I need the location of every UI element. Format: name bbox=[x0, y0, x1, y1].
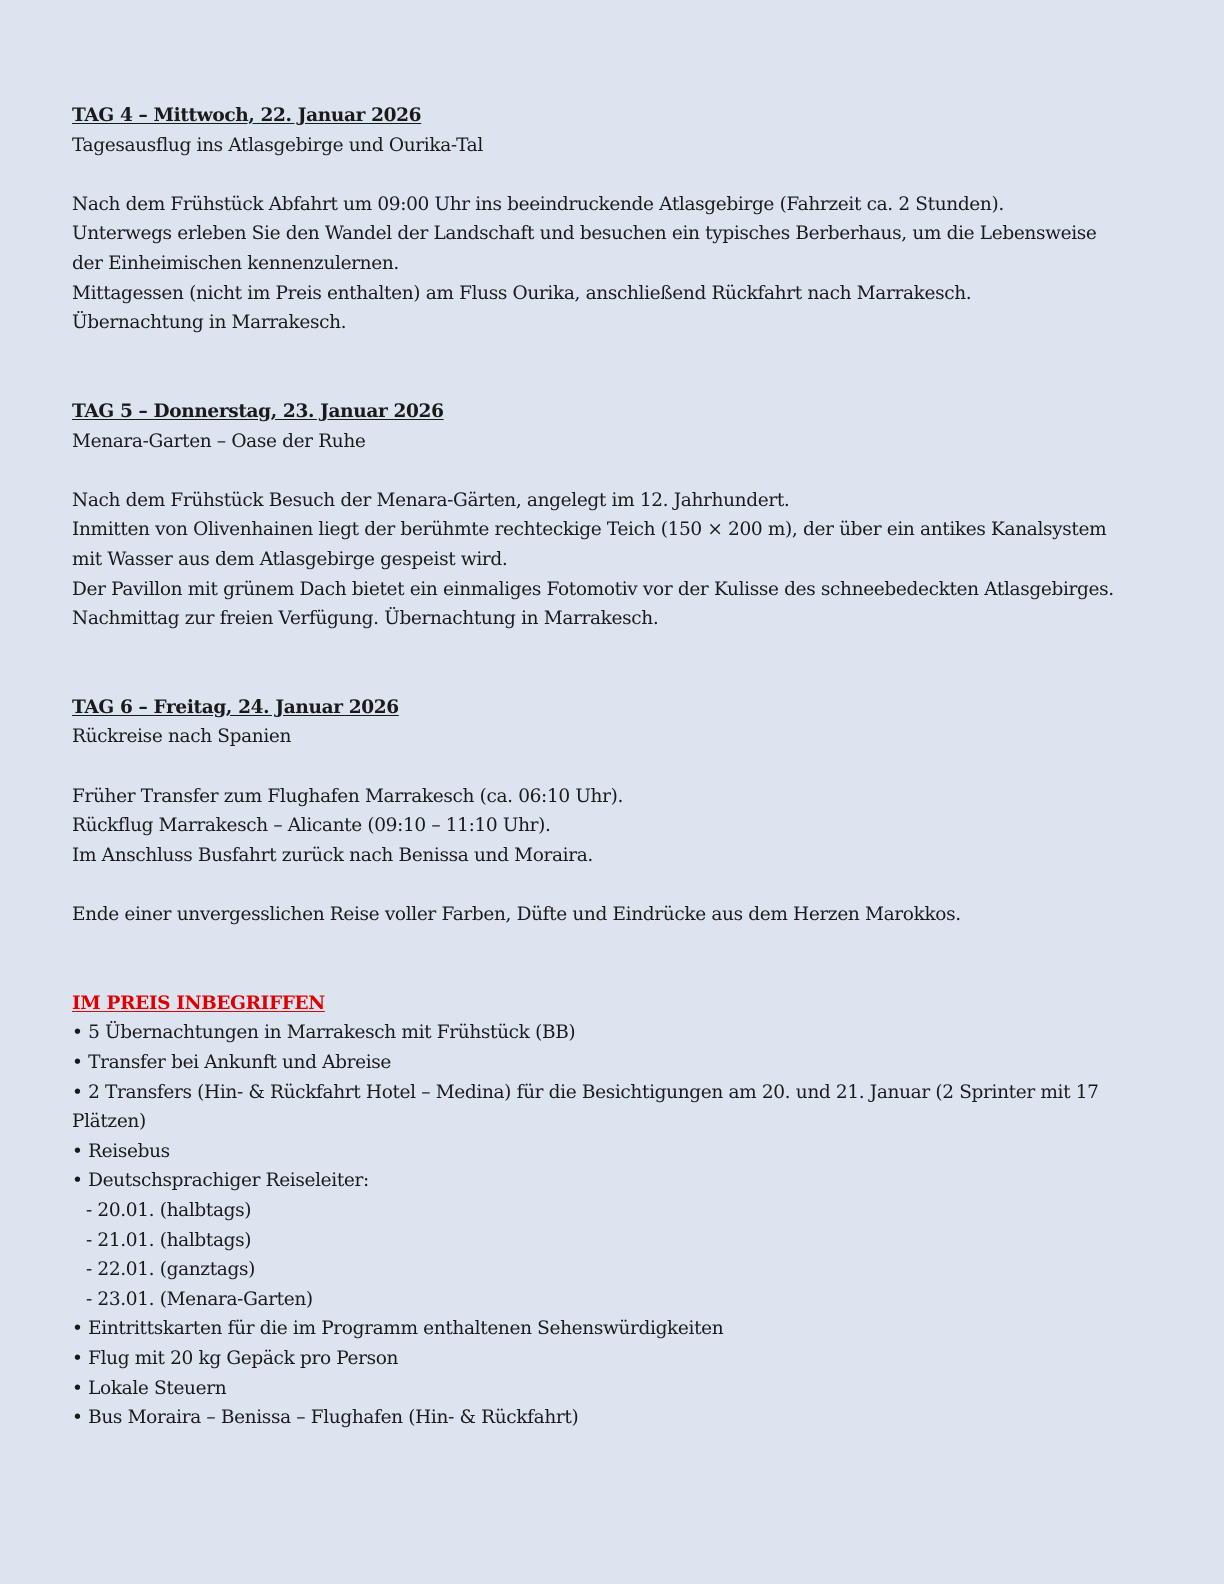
day6-closing: Ende einer unvergesslichen Reise voller Farben, Düfte und Eindrücke aus dem Herzen Marokkos. bbox=[72, 904, 961, 926]
included-item: • Flug mit 20 kg Gepäck pro Person bbox=[72, 1347, 399, 1369]
document-page bbox=[72, 101, 1152, 1433]
day4-line: Übernachtung in Marrakesch. bbox=[72, 312, 347, 334]
day4-subtitle: Tagesausflug ins Atlasgebirge und Ourika-Tal bbox=[72, 134, 483, 156]
day5-line: Der Pavillon mit grünem Dach bietet ein einmaliges Fotomotiv vor der Kulisse des schneebedeckten Atlasgebirges. bbox=[72, 578, 1114, 600]
included-item: • 5 Übernachtungen in Marrakesch mit Frühstück (BB) bbox=[72, 1022, 576, 1044]
included-subitem: - 23.01. (Menara-Garten) bbox=[86, 1288, 313, 1310]
day6-section bbox=[72, 693, 1152, 930]
included-subitem: - 22.01. (ganztags) bbox=[86, 1259, 255, 1281]
spacer bbox=[72, 870, 1152, 900]
day5-line: Inmitten von Olivenhainen liegt der berühmte rechteckige Teich (150 × 200 m), der über ein antikes Kanalsystem bbox=[72, 519, 1107, 541]
included-item: • Bus Moraira – Benissa – Flughafen (Hin- & Rückfahrt) bbox=[72, 1407, 579, 1429]
day4-section bbox=[72, 101, 1152, 338]
included-subitem: - 20.01. (halbtags) bbox=[86, 1199, 252, 1221]
day6-subtitle: Rückreise nach Spanien bbox=[72, 726, 292, 748]
day5-line: mit Wasser aus dem Atlasgebirge gespeist wird. bbox=[72, 548, 508, 570]
included-section bbox=[72, 989, 1152, 1433]
day4-line: Mittagessen (nicht im Preis enthalten) am Fluss Ourika, anschließend Rückfahrt nach Marrakesch. bbox=[72, 282, 972, 304]
day4-line: Unterwegs erleben Sie den Wandel der Landschaft und besuchen ein typisches Berberhaus, um die Lebensweise bbox=[72, 223, 1097, 245]
spacer bbox=[72, 456, 1152, 486]
included-item: • Deutschsprachiger Reiseleiter: bbox=[72, 1170, 369, 1192]
included-item: • Transfer bei Ankunft und Abreise bbox=[72, 1052, 392, 1073]
day6-heading: TAG 6 – Freitag, 24. Januar 2026 bbox=[72, 696, 399, 718]
day5-section bbox=[72, 397, 1152, 634]
day6-line: Im Anschluss Busfahrt zurück nach Benissa und Moraira. bbox=[72, 844, 593, 866]
day5-line: Nach dem Frühstück Besuch der Menara-Gärten, angelegt im 12. Jahrhundert. bbox=[72, 489, 790, 511]
day5-subtitle: Menara-Garten – Oase der Ruhe bbox=[72, 430, 366, 452]
included-item: • 2 Transfers (Hin- & Rückfahrt Hotel – Medina) für die Besichtigungen am 20. und 21. Januar (2 Sprinter mit 17 bbox=[72, 1081, 1099, 1103]
day4-heading: TAG 4 – Mittwoch, 22. Januar 2026 bbox=[72, 105, 422, 126]
spacer bbox=[72, 930, 1152, 989]
day5-heading: TAG 5 – Donnerstag, 23. Januar 2026 bbox=[72, 400, 444, 422]
day4-line: Nach dem Frühstück Abfahrt um 09:00 Uhr ins beeindruckende Atlasgebirge (Fahrzeit ca. 2 Stunden). bbox=[72, 193, 1004, 215]
spacer bbox=[72, 338, 1152, 397]
included-item: • Eintrittskarten für die im Programm enthaltenen Sehenswürdigkeiten bbox=[72, 1318, 724, 1340]
day6-line: Rückflug Marrakesch – Alicante (09:10 – 11:10 Uhr). bbox=[72, 815, 551, 837]
included-item: • Lokale Steuern bbox=[72, 1377, 227, 1399]
day5-line: Nachmittag zur freien Verfügung. Übernachtung in Marrakesch. bbox=[72, 608, 659, 630]
day4-line: der Einheimischen kennenzulernen. bbox=[72, 252, 399, 274]
spacer bbox=[72, 634, 1152, 693]
included-subitem: - 21.01. (halbtags) bbox=[86, 1229, 252, 1251]
included-item: Plätzen) bbox=[72, 1111, 146, 1133]
spacer bbox=[72, 752, 1152, 782]
included-item: • Reisebus bbox=[72, 1140, 170, 1162]
spacer bbox=[72, 160, 1152, 190]
included-heading: IM PREIS INBEGRIFFEN bbox=[72, 992, 325, 1014]
day6-line: Früher Transfer zum Flughafen Marrakesch (ca. 06:10 Uhr). bbox=[72, 785, 624, 807]
